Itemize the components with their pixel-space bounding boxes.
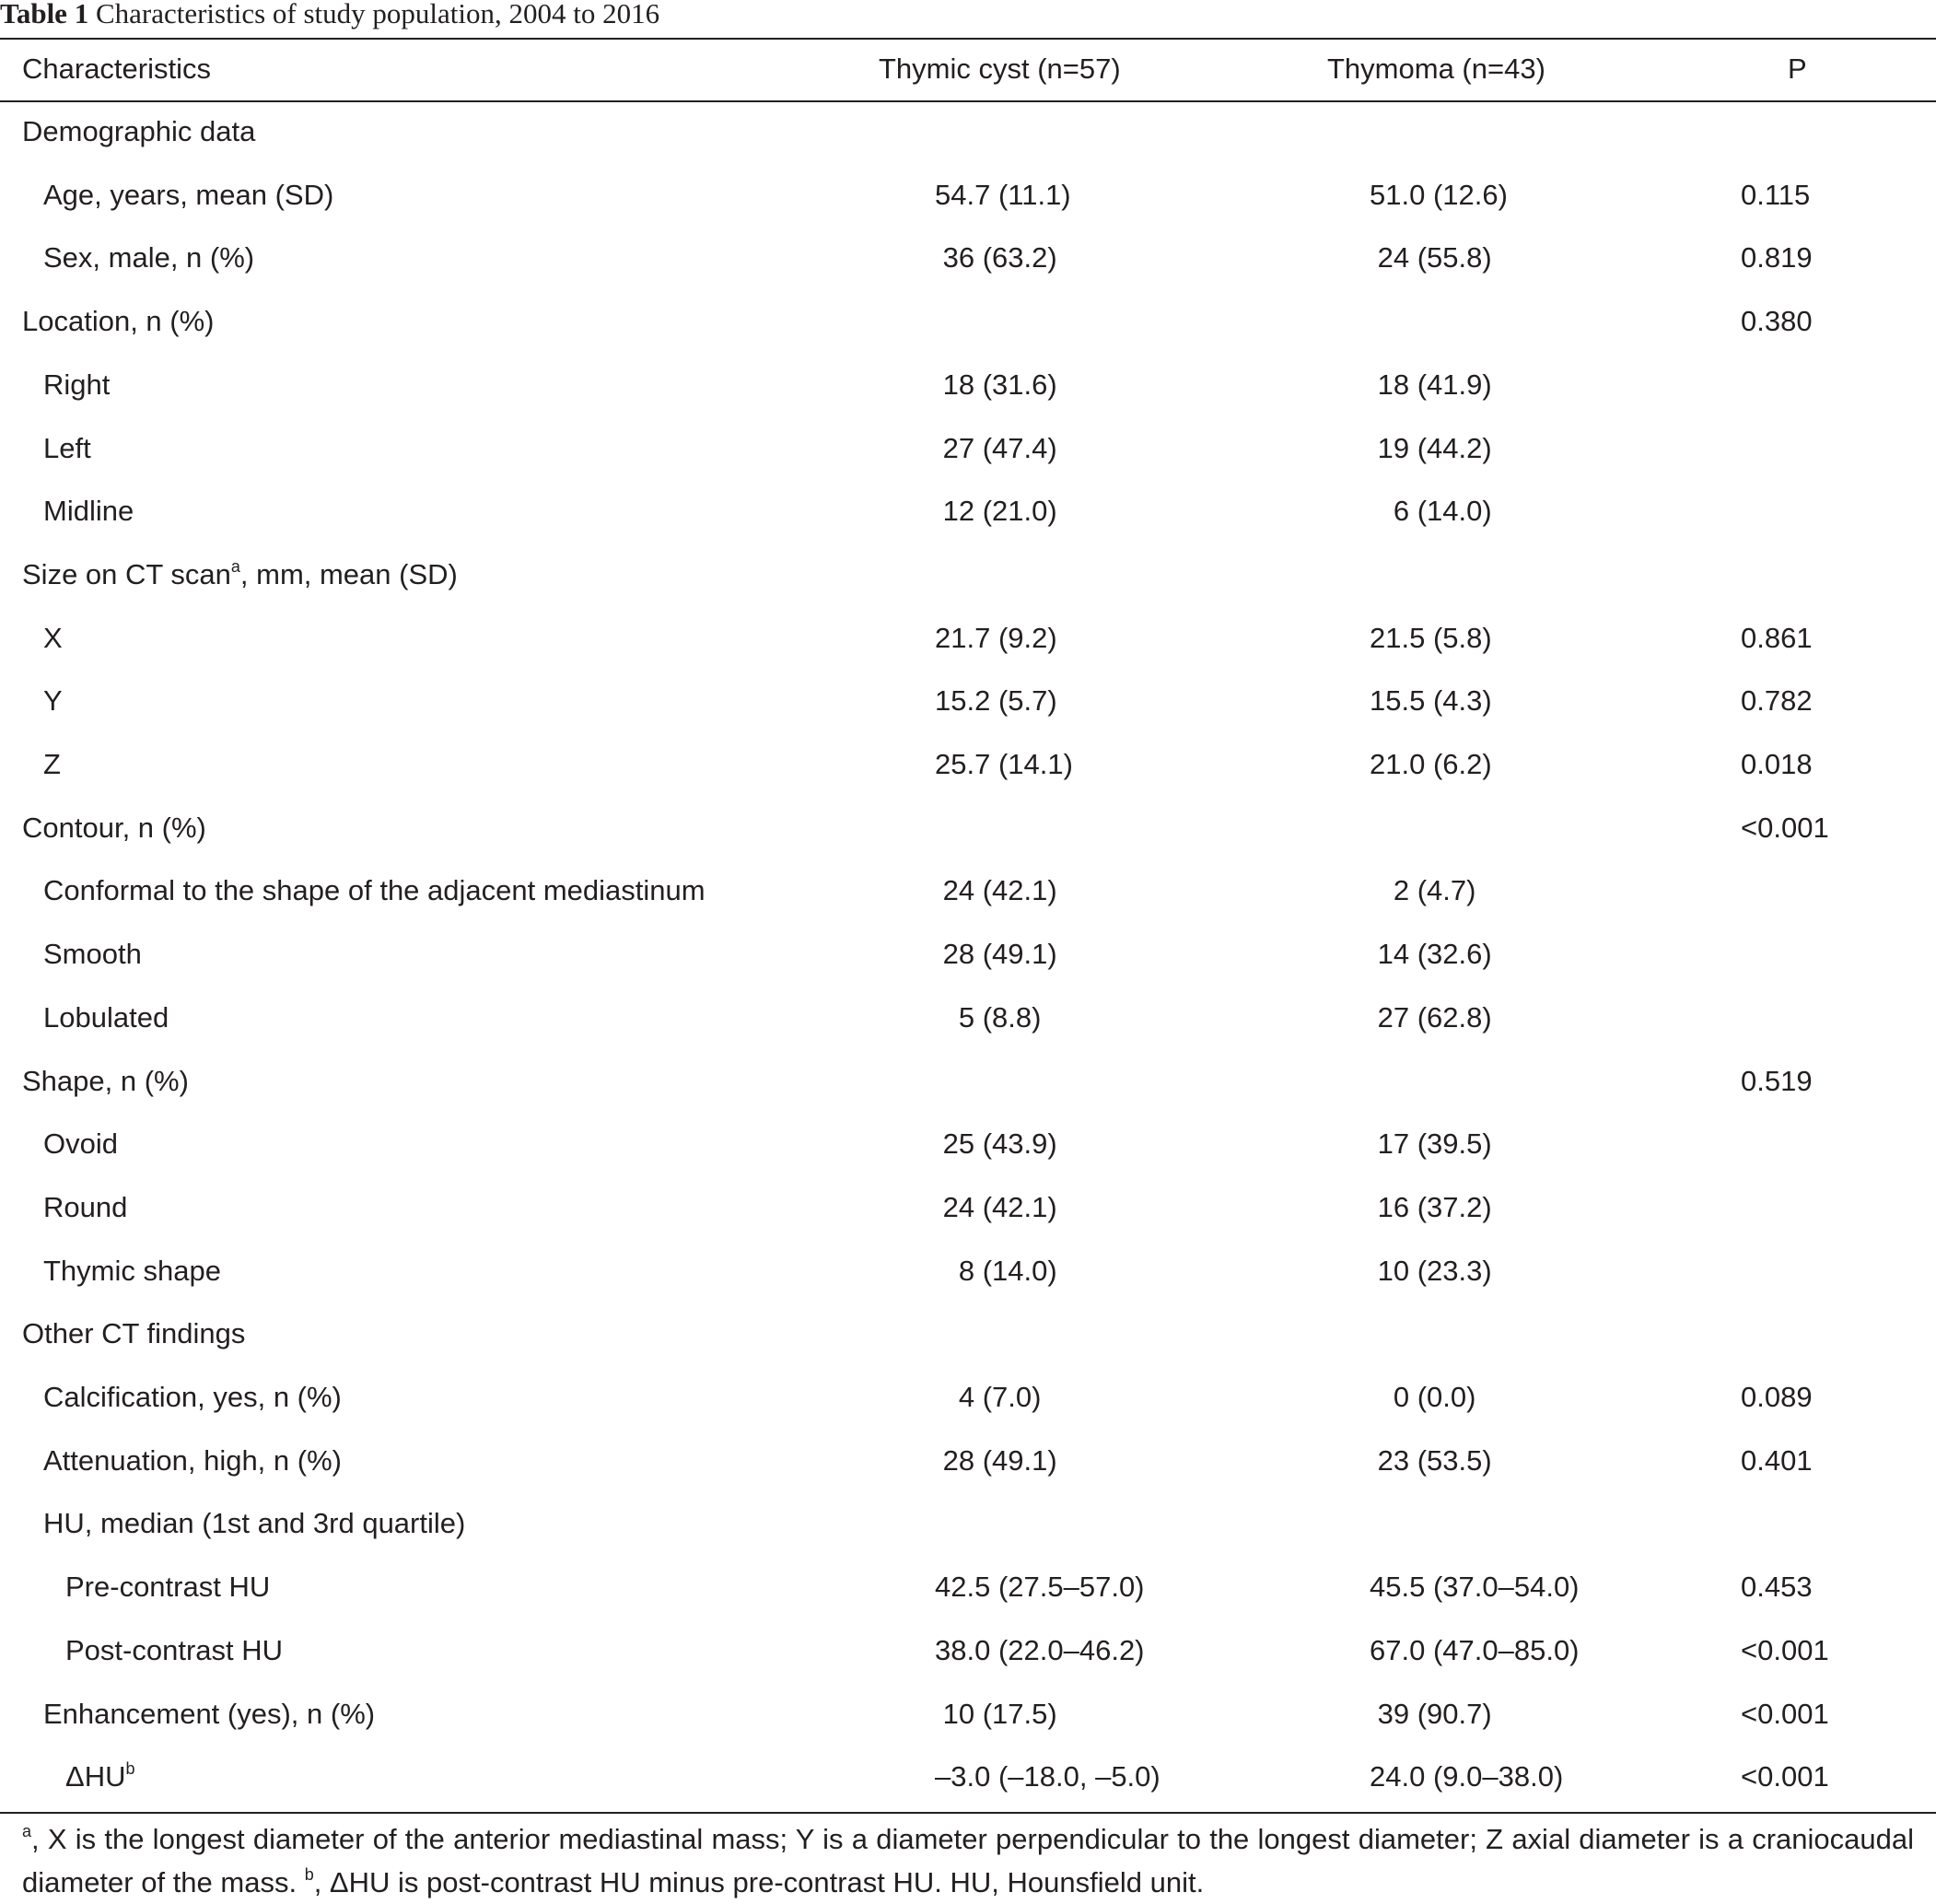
row-label-text: Enhancement (yes), n (%) xyxy=(43,1698,376,1730)
p-value: <0.001 xyxy=(1741,812,1829,844)
thymic-cyst-value: 27 (47.4) xyxy=(935,432,1057,464)
thymic-cyst-value: –3.0 (–18.0, –5.0) xyxy=(935,1760,1160,1793)
thymoma-value: 39 (90.7) xyxy=(1370,1698,1492,1730)
row-label-text: Sex, male, n (%) xyxy=(43,241,255,274)
row-label-text: ΔHU xyxy=(65,1760,126,1793)
row-label-text: HU, median (1st and 3rd quartile) xyxy=(43,1507,466,1539)
thymic-cyst-value: 24 (42.1) xyxy=(935,1191,1057,1223)
row-label xyxy=(43,1381,342,1414)
p-value: 0.453 xyxy=(1741,1571,1813,1603)
row-label xyxy=(43,1191,127,1224)
row-label-text: Left xyxy=(43,432,91,464)
p-value: <0.001 xyxy=(1741,1634,1829,1666)
row-label xyxy=(43,938,142,971)
thymic-cyst-value: 18 (31.6) xyxy=(935,368,1057,401)
row-label-text: Y xyxy=(43,684,63,717)
top-rule xyxy=(0,38,1936,40)
thymoma-value: 0 (0.0) xyxy=(1370,1381,1476,1413)
header-thymic-cyst: Thymic cyst (n=57) xyxy=(879,53,1121,85)
bottom-rule xyxy=(0,1812,1936,1814)
p-value: 0.819 xyxy=(1741,241,1813,274)
footnote-a-text: , X is the longest diameter of the anterior mediastinal mass; Y is a diameter perpendicular to the longest diameter; Z axial diameter is a craniocaudal diameter of the mass. xyxy=(22,1823,1914,1898)
header-p-value: P xyxy=(1788,53,1807,85)
p-value: <0.001 xyxy=(1741,1760,1829,1793)
row-label-text: Lobulated xyxy=(43,1001,169,1034)
row-label xyxy=(43,684,63,718)
p-value: 0.519 xyxy=(1741,1065,1813,1097)
thymic-cyst-value: 28 (49.1) xyxy=(935,938,1057,970)
row-label-text: Smooth xyxy=(43,938,142,970)
row-label xyxy=(22,558,458,591)
row-label xyxy=(65,1760,135,1793)
thymic-cyst-value: 25.7 (14.1) xyxy=(935,748,1073,780)
thymic-cyst-value: 25 (43.9) xyxy=(935,1127,1057,1160)
row-label-text: Ovoid xyxy=(43,1127,118,1160)
thymoma-value: 51.0 (12.6) xyxy=(1370,179,1508,211)
table-footnote xyxy=(22,1817,1914,1904)
row-label xyxy=(43,368,110,402)
row-label-text: Size on CT scan xyxy=(22,558,231,590)
thymic-cyst-value: 38.0 (22.0–46.2) xyxy=(935,1634,1145,1666)
table-label: Table 1 xyxy=(0,0,89,29)
row-label-text: Other CT findings xyxy=(22,1317,246,1349)
row-label-text: Round xyxy=(43,1191,128,1223)
row-label xyxy=(43,1444,342,1478)
row-label-text: Shape, n (%) xyxy=(22,1065,189,1097)
row-label xyxy=(43,1255,221,1288)
row-label xyxy=(43,241,254,275)
thymic-cyst-value: 15.2 (5.7) xyxy=(935,684,1057,717)
thymoma-value: 16 (37.2) xyxy=(1370,1191,1492,1223)
row-label xyxy=(22,115,255,148)
thymoma-value: 19 (44.2) xyxy=(1370,432,1492,464)
row-label xyxy=(22,305,215,338)
row-label-text: X xyxy=(43,622,63,654)
thymic-cyst-value: 36 (63.2) xyxy=(935,241,1057,274)
thymoma-value: 10 (23.3) xyxy=(1370,1255,1492,1287)
thymoma-value: 24.0 (9.0–38.0) xyxy=(1370,1760,1564,1793)
row-label-text: Right xyxy=(43,368,111,401)
thymoma-value: 6 (14.0) xyxy=(1370,495,1492,527)
row-label xyxy=(65,1571,270,1604)
p-value: 0.380 xyxy=(1741,305,1813,337)
thymoma-value: 17 (39.5) xyxy=(1370,1127,1492,1160)
footnote-b-marker: b xyxy=(304,1864,314,1884)
row-label xyxy=(43,495,134,528)
p-value: 0.115 xyxy=(1741,179,1811,211)
thymoma-value: 24 (55.8) xyxy=(1370,241,1492,274)
table-caption: Characteristics of study population, 2004 to 2016 xyxy=(95,0,660,29)
thymic-cyst-value: 24 (42.1) xyxy=(935,874,1057,906)
row-label xyxy=(43,1507,465,1540)
thymic-cyst-value: 42.5 (27.5–57.0) xyxy=(935,1571,1145,1603)
thymoma-value: 14 (32.6) xyxy=(1370,938,1492,970)
row-label-superscript: b xyxy=(125,1758,135,1778)
row-label xyxy=(43,748,61,781)
thymic-cyst-value: 4 (7.0) xyxy=(935,1381,1042,1413)
row-label xyxy=(43,1698,375,1731)
row-label xyxy=(43,1001,169,1034)
row-label xyxy=(43,1127,118,1161)
row-label-text: Attenuation, high, n (%) xyxy=(43,1444,342,1477)
row-label-text: Z xyxy=(43,748,61,780)
row-label xyxy=(22,1065,189,1098)
row-label-text: Conformal to the shape of the adjacent mediastinum xyxy=(43,874,706,906)
thymic-cyst-value: 10 (17.5) xyxy=(935,1698,1057,1730)
footnote-b-text: , ΔHU is post-contrast HU minus pre-contrast HU. HU, Hounsfield unit. xyxy=(313,1866,1205,1898)
thymic-cyst-value: 8 (14.0) xyxy=(935,1255,1057,1287)
p-value: 0.782 xyxy=(1741,684,1813,717)
row-label-text: Demographic data xyxy=(22,115,256,147)
row-label-text: Pre-contrast HU xyxy=(65,1571,271,1603)
row-label-text: Location, n (%) xyxy=(22,305,215,337)
row-label-text: Midline xyxy=(43,495,134,527)
p-value: 0.089 xyxy=(1741,1381,1813,1413)
p-value: 0.861 xyxy=(1741,622,1813,654)
row-label xyxy=(43,179,333,212)
thymic-cyst-value: 28 (49.1) xyxy=(935,1444,1057,1477)
footnote-a-marker: a xyxy=(22,1821,32,1840)
row-label-text: Thymic shape xyxy=(43,1255,221,1287)
p-value: 0.018 xyxy=(1741,748,1813,780)
thymoma-value: 67.0 (47.0–85.0) xyxy=(1370,1634,1580,1666)
thymoma-value: 18 (41.9) xyxy=(1370,368,1492,401)
thymoma-value: 23 (53.5) xyxy=(1370,1444,1492,1477)
thymic-cyst-value: 5 (8.8) xyxy=(935,1001,1042,1034)
row-label-suffix: , mm, mean (SD) xyxy=(239,558,458,590)
row-label-text: Calcification, yes, n (%) xyxy=(43,1381,342,1413)
row-label xyxy=(43,874,706,907)
thymoma-value: 21.5 (5.8) xyxy=(1370,622,1492,654)
table-title xyxy=(0,0,659,33)
row-label-text: Contour, n (%) xyxy=(22,812,206,844)
p-value: 0.401 xyxy=(1741,1444,1813,1477)
row-label-superscript: a xyxy=(230,556,240,576)
thymic-cyst-value: 54.7 (11.1) xyxy=(935,179,1071,211)
thymoma-value: 27 (62.8) xyxy=(1370,1001,1492,1034)
thymoma-value: 45.5 (37.0–54.0) xyxy=(1370,1571,1580,1603)
thymic-cyst-value: 12 (21.0) xyxy=(935,495,1057,527)
row-label xyxy=(43,432,91,465)
row-label-text: Post-contrast HU xyxy=(65,1634,284,1666)
thymoma-value: 2 (4.7) xyxy=(1370,874,1476,906)
thymoma-value: 21.0 (6.2) xyxy=(1370,748,1492,780)
header-thymoma: Thymoma (n=43) xyxy=(1327,53,1545,85)
header-characteristics: Characteristics xyxy=(22,53,211,85)
row-label xyxy=(22,1317,245,1350)
row-label xyxy=(43,622,63,655)
p-value: <0.001 xyxy=(1741,1698,1829,1730)
thymoma-value: 15.5 (4.3) xyxy=(1370,684,1492,717)
row-label-text: Age, years, mean (SD) xyxy=(43,179,334,211)
row-label xyxy=(65,1634,283,1667)
header-rule xyxy=(0,100,1936,102)
row-label xyxy=(22,812,206,845)
thymic-cyst-value: 21.7 (9.2) xyxy=(935,622,1057,654)
